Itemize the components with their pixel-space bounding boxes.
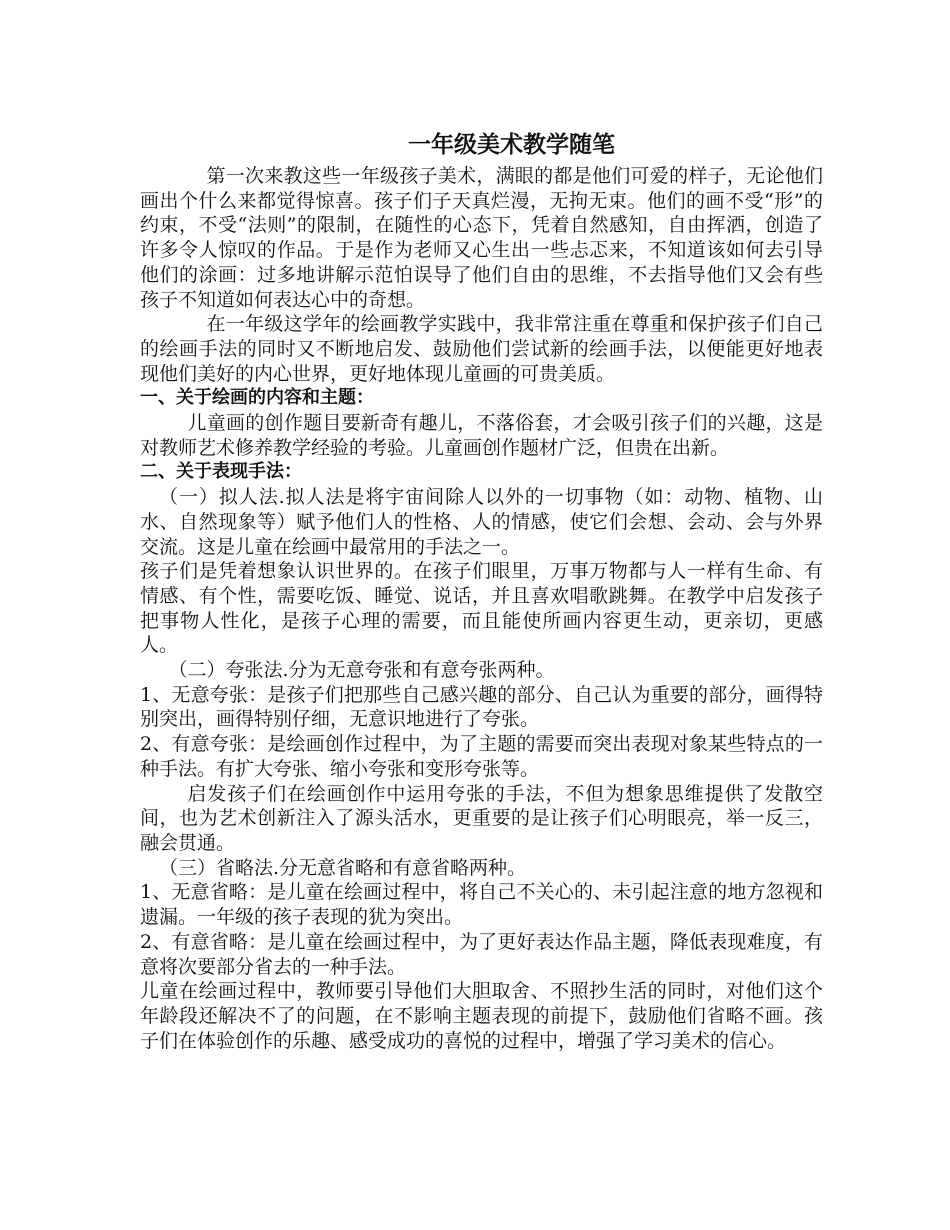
paragraph: 启发孩子们在绘画创作中运用夸张的手法，不但为想象思维提供了发散空间，也为艺术创新注入了源头活水，更重要的是让孩子们心明眼亮，举一反三，融会贯通。 xyxy=(140,782,823,854)
paragraph: 在一年级这学年的绘画教学实践中，我非常注重在尊重和保护孩子们自己的绘画手法的同时又不断地启发、鼓励他们尝试新的绘画手法，以便能更好地表现他们美好的内心世界，更好地体现儿童画的可贵美质。 xyxy=(140,313,823,385)
paragraph: 2、有意夸张：是绘画创作过程中，为了主题的需要而突出表现对象某些特点的一种手法。有扩大夸张、缩小夸张和变形夸张等。 xyxy=(140,733,823,780)
paragraph: 1、无意省略：是儿童在绘画过程中，将自己不关心的、未引起注意的地方忽视和遗漏。一年级的孩子表现的犹为突出。 xyxy=(140,881,823,929)
paragraph: 2、有意省略：是儿童在绘画过程中，为了更好表达作品主题，降低表现难度，有意将次要部分省去的一种手法。 xyxy=(140,930,823,978)
section-heading: 一、关于绘画的内容和主题： xyxy=(140,387,374,409)
document-title: 一年级美术教学随笔 xyxy=(408,132,615,158)
paragraph: （三）省略法.分无意省略和有意省略两种。 xyxy=(159,856,527,879)
paragraph: 1、无意夸张：是孩子们把那些自己感兴趣的部分、自己认为重要的部分，画得特别突出，画得特别仔细，无意识地进行了夸张。 xyxy=(140,683,823,731)
paragraph: 第一次来教这些一年级孩子美术，满眼的都是他们可爱的样子，无论他们画出个什么来都觉得惊喜。孩子们子天真烂漫，无拘无束。他们的画不受“形”的约束，不受“法则”的限制，在随性的心态下，凭着自然感知，自由挥洒，创造了许多令人惊叹的作品。于是作为老师又心生出一些忐忑来，不知道该如何去引导他们的涂画：过多地讲解示范怕误导了他们自由的思维，不去指导他们又会有些孩子不知道如何表达心中的奇想。 xyxy=(140,165,823,311)
paragraph: 儿童在绘画过程中，教师要引导他们大胆取舍、不照抄生活的同时，对他们这个年龄段还解决不了的问题，在不影响主题表现的前提下，鼓励他们省略不画。孩子们在体验创作的乐趣、感受成功的喜悦的过程中，增强了学习美术的信心。 xyxy=(140,980,823,1052)
paragraph: （二）夸张法.分为无意夸张和有意夸张两种。 xyxy=(168,659,555,682)
paragraph: 孩子们是凭着想象认识世界的。在孩子们眼里，万事万物都与人一样有生命、有情感、有个性，需要吃饭、睡觉、说话，并且喜欢唱歌跳舞。在教学中启发孩子把事物人性化，是孩子心理的需要，而且能使所画内容更生动，更亲切，更感人。 xyxy=(140,560,823,657)
paragraph: 儿童画的创作题目要新奇有趣儿，不落俗套，才会吸引孩子们的兴趣，这是对教师艺术修养教学经验的考验。儿童画创作题材广泛，但贵在出新。 xyxy=(140,412,823,459)
document-body xyxy=(140,130,823,1053)
paragraph: （一）拟人法.拟人法是将宇宙间除人以外的一切事物（如：动物、植物、山水、自然现象等）赋予他们人的性格、人的情感，使它们会想、会动、会与外界交流。这是儿童在绘画中最常用的手法之一。 xyxy=(140,486,823,558)
section-heading: 二、关于表现手法： xyxy=(140,461,302,483)
